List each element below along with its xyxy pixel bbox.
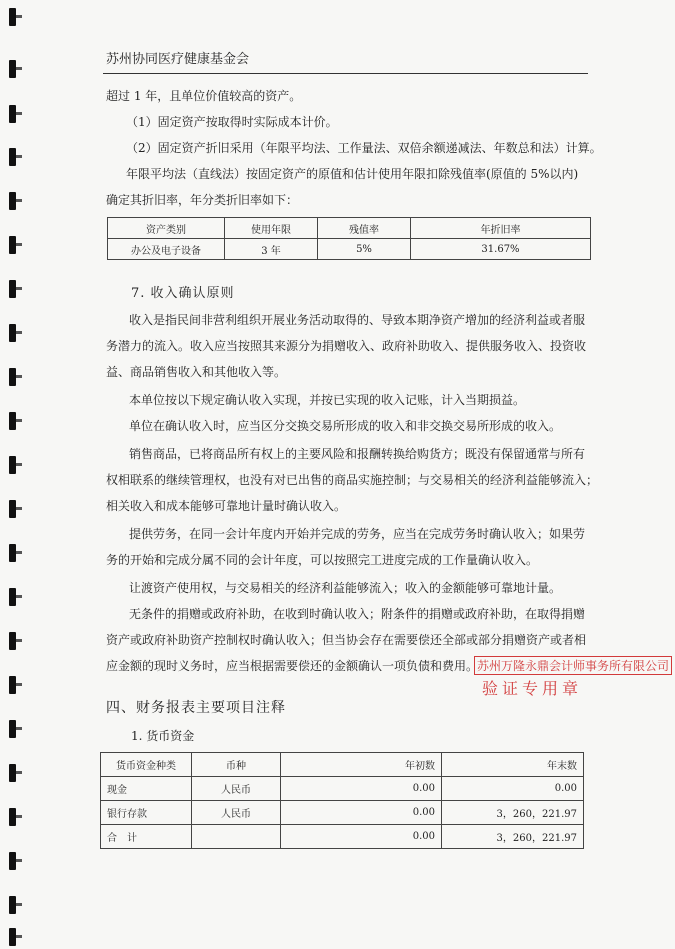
para-4a: 年限平均法（直线法）按固定资产的原值和估计使用年限扣除残值率(原值的 5%以内) (126, 167, 579, 181)
depreciation-table (107, 217, 591, 260)
verification-stamp (474, 650, 670, 698)
table-header-cell: 年折旧率 (411, 218, 591, 239)
cash-table (100, 752, 584, 849)
body-line: 务潜力的流入。收入应当按照其来源分为捐赠收入、政府补助收入、提供服务收入、投资收 (106, 339, 587, 353)
table-header-cell: 货币资金种类 (101, 753, 192, 777)
table-row (101, 777, 584, 801)
table-cell: 0.00 (442, 777, 584, 801)
table-cell: 现金 (101, 777, 192, 801)
table-cell: 0.00 (281, 777, 442, 801)
table-header-cell: 资产类别 (108, 218, 225, 239)
table-cell: 3，260，221.97 (442, 825, 584, 849)
table-header-cell: 年末数 (442, 753, 584, 777)
section-4-title: 四、财务报表主要项目注释 (106, 700, 286, 716)
section-7-title: 7. 收入确认原则 (131, 286, 235, 301)
table-cell: 银行存款 (101, 801, 192, 825)
table-cell: 3，260，221.97 (442, 801, 584, 825)
table-row (101, 801, 584, 825)
body-line: 销售商品，已将商品所有权上的主要风险和报酬转换给购货方；既没有保留通常与所有 (129, 447, 586, 461)
stamp-title: 验证专用章 (482, 679, 583, 698)
para-1: 超过 1 年，且单位价值较高的资产。 (106, 89, 302, 103)
table-cell: 0.00 (281, 825, 442, 849)
table-row (108, 239, 591, 260)
table-header-cell: 使用年限 (225, 218, 318, 239)
body-line: 资产或政府补助资产控制权时确认收入；但当协会存在需要偿还全部或部分捐赠资产或者相 (106, 633, 587, 647)
body-line: 单位在确认收入时，应当区分交换交易所形成的收入和非交换交易所形成的收入。 (129, 419, 562, 433)
table-cell: 人民币 (192, 801, 281, 825)
header-org: 苏州协同医疗健康基金会 (106, 52, 250, 67)
body-line: 益、商品销售收入和其他收入等。 (106, 365, 287, 379)
body-line: 应金额的现时义务时，应当根据需要偿还的金额确认一项负债和费用。 (106, 659, 479, 673)
table-cell: 5% (318, 239, 411, 260)
body-line: 务的开始和完成分属不同的会计年度，可以按照完工进度完成的工作量确认收入。 (106, 553, 539, 567)
table-row (108, 218, 591, 239)
body-line: 收入是指民间非营利组织开展业务活动取得的、导致本期净资产增加的经济利益或者服 (129, 313, 586, 327)
header-rule (103, 73, 588, 74)
table-header-cell: 年初数 (281, 753, 442, 777)
table-cell: 合 计 (101, 825, 192, 849)
body-line: 让渡资产使用权，与交易相关的经济利益能够流入；收入的金额能够可靠地计量。 (129, 581, 562, 595)
body-line: 相关收入和成本能够可靠地计量时确认收入。 (106, 499, 347, 513)
table-row (101, 753, 584, 777)
table-row (101, 825, 584, 849)
table-header-cell: 残值率 (318, 218, 411, 239)
section-4-subtitle: 1. 货币资金 (131, 729, 195, 743)
para-4b: 确定其折旧率，年分类折旧率如下： (106, 193, 299, 207)
table-cell: 0.00 (281, 801, 442, 825)
table-header-cell: 币种 (192, 753, 281, 777)
table-cell: 3 年 (225, 239, 318, 260)
table-cell: 办公及电子设备 (108, 239, 225, 260)
body-line: 权相联系的继续管理权，也没有对已出售的商品实施控制；与交易相关的经济利益能够流入； (106, 473, 599, 487)
body-line: 无条件的捐赠或政府补助，在收到时确认收入；附条件的捐赠或政府补助，在取得捐赠 (129, 607, 586, 621)
table-cell (192, 825, 281, 849)
table-cell: 31.67% (411, 239, 591, 260)
stamp-company: 苏州万隆永鼎会计师事务所有限公司 (474, 656, 672, 675)
para-3: （2）固定资产折旧采用（年限平均法、工作量法、双倍余额递减法、年数总和法）计算。 (126, 141, 602, 155)
body-line: 提供劳务，在同一会计年度内开始并完成的劳务，应当在完成劳务时确认收入；如果劳 (129, 527, 586, 541)
table-cell: 人民币 (192, 777, 281, 801)
binding-holes (0, 0, 30, 949)
body-line: 本单位按以下规定确认收入实现，并按已实现的收入记账，计入当期损益。 (129, 393, 526, 407)
para-2: （1）固定资产按取得时实际成本计价。 (126, 115, 338, 129)
